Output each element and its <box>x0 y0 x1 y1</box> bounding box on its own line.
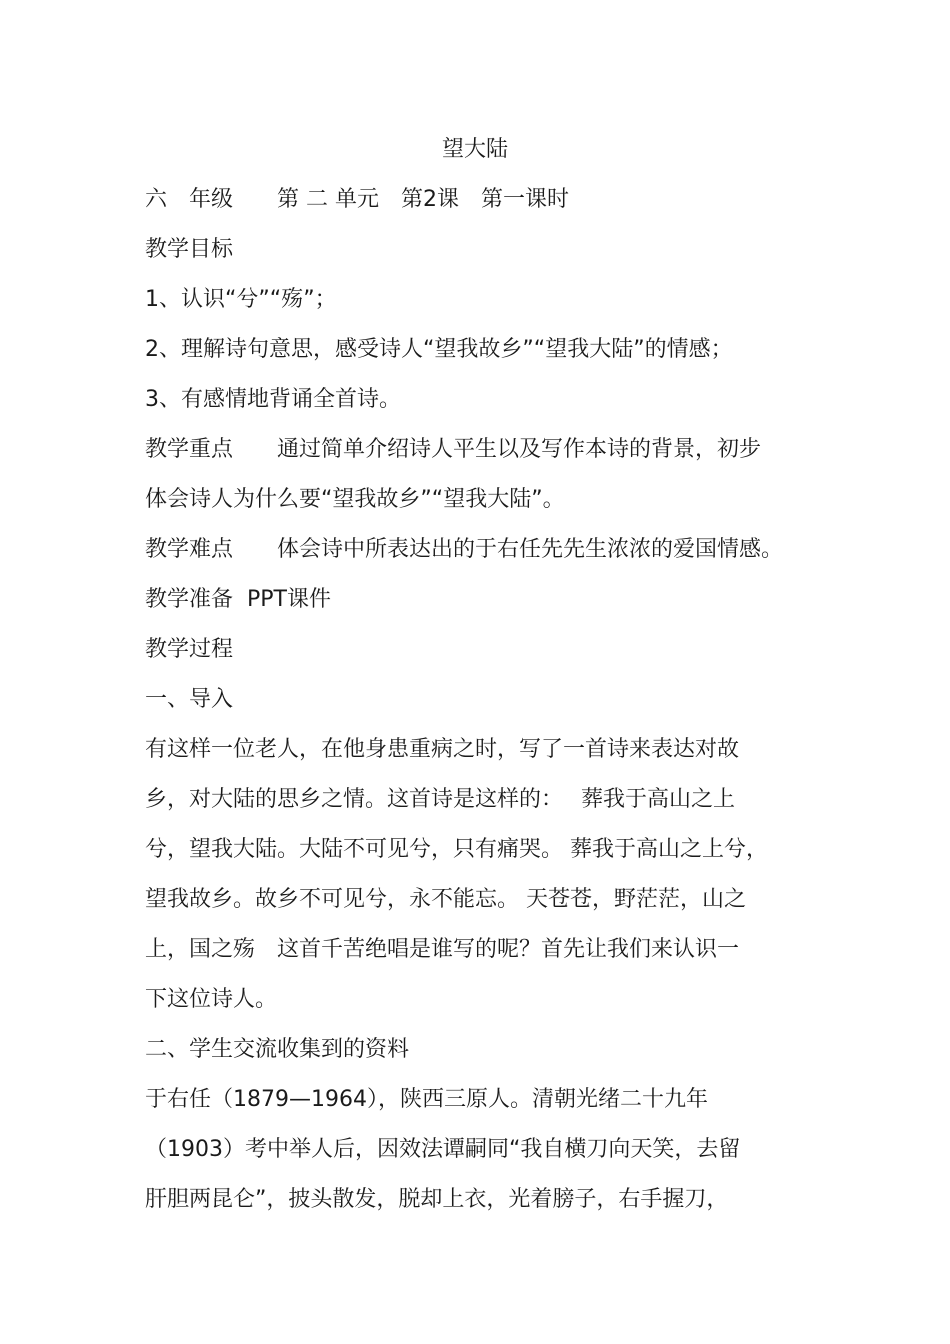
paragraph-line: 望我故乡。故乡不可见兮，永不能忘。 天苍苍，野茫茫，山之 <box>145 887 746 912</box>
section-introduction-heading: 一、导入 <box>145 687 234 712</box>
lesson-info-line: 六 年级 第 二 单元 第2课 第一课时 <box>145 187 569 212</box>
document-title: 望大陆 <box>441 137 508 162</box>
goal-item-2: 2、理解诗句意思，感受诗人“望我故乡”“望我大陆”的情感； <box>145 337 733 362</box>
section-materials-heading: 二、学生交流收集到的资料 <box>145 1037 410 1062</box>
key-point-line-1: 教学重点 通过简单介绍诗人平生以及写作本诗的背景，初步 <box>145 437 762 462</box>
paragraph-line: 于右任（1879—1964），陕西三原人。清朝光绪二十九年 <box>145 1087 708 1112</box>
paragraph-line: 上，国之殇 这首千苦绝唱是谁写的呢？首先让我们来认识一 <box>145 937 740 962</box>
paragraph-line: 乡，对大陆的思乡之情。这首诗是这样的： 葬我于高山之上 <box>145 787 735 812</box>
paragraph-line: 兮，望我大陆。大陆不可见兮，只有痛哭。 葬我于高山之上兮， <box>145 837 768 862</box>
goal-item-3: 3、有感情地背诵全首诗。 <box>145 387 401 412</box>
paragraph-line: （1903）考中举人后，因效法谭嗣同“我自横刀向天笑，去留 <box>145 1137 741 1162</box>
paragraph-line: 下这位诗人。 <box>145 987 278 1012</box>
teaching-process-heading: 教学过程 <box>145 637 234 662</box>
preparation-line: 教学准备 PPT课件 <box>145 587 331 612</box>
paragraph-line: 有这样一位老人，在他身患重病之时，写了一首诗来表达对故 <box>145 737 740 762</box>
teaching-goals-heading: 教学目标 <box>145 237 234 262</box>
paragraph-line: 肝胆两昆仑”，披头散发，脱却上衣，光着膀子，右手握刀， <box>145 1187 729 1212</box>
difficulty-line: 教学难点 体会诗中所表达出的于右任先先生浓浓的爱国情感。 <box>145 537 784 562</box>
goal-item-1: 1、认识“兮”“殇”； <box>145 287 337 312</box>
key-point-line-2: 体会诗人为什么要“望我故乡”“望我大陆”。 <box>145 487 565 512</box>
